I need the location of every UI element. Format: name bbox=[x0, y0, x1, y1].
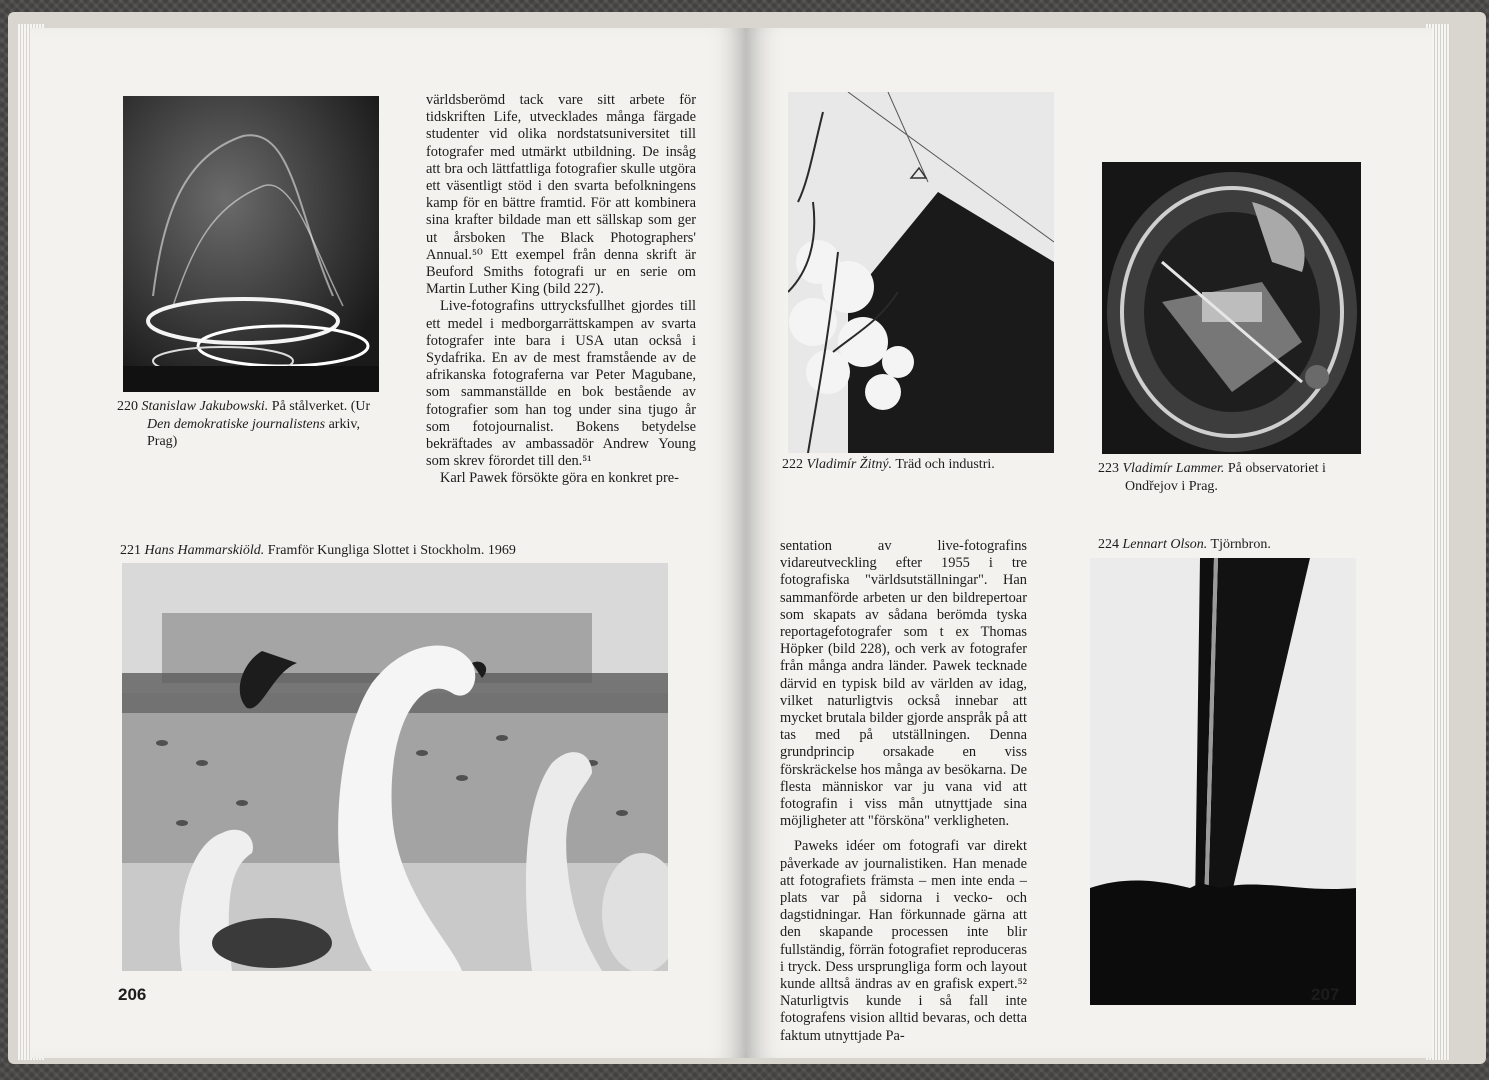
caption-222-text: Träd och industri. bbox=[895, 457, 995, 472]
left-paragraph-3: Karl Pawek försökte göra en konkret pre- bbox=[440, 470, 679, 487]
caption-224 bbox=[1098, 536, 1368, 554]
caption-220-text: På stålverket. (Ur bbox=[271, 399, 371, 414]
left-page bbox=[30, 28, 746, 1058]
photo-221-swans bbox=[122, 563, 668, 971]
caption-220 bbox=[117, 398, 377, 451]
caption-223-text-2: Ondřejov i Prag. bbox=[1125, 478, 1218, 494]
page-number-207: 207 bbox=[1311, 985, 1340, 1004]
photo-224-bridge bbox=[1090, 558, 1356, 1005]
caption-223 bbox=[1098, 460, 1388, 495]
caption-222 bbox=[782, 456, 1062, 474]
caption-221 bbox=[120, 542, 680, 560]
caption-224-number: 224 bbox=[1098, 537, 1119, 552]
left-paragraph-1: världsberömd tack vare sitt arbete för tidskriften Life, utvecklades många färgade studenter vid olika nordstatsuniversitet till fotografer med utmärkt utbildning. De insåg att bra och lättfattliga fotografier skulle utgöra ett väsentligt stöd i den svarta befolkningens kamp för en bättre framtid. För att kombinera sina krafter bildade man ett sällskap som ger ut årsboken The Black Photographers' Annual.⁵⁰ Ett exempel från denna skrift är Beuford Smiths fotografi ur en serie om Martin Luther King (bild 227). bbox=[426, 92, 696, 298]
caption-220-number: 220 bbox=[117, 399, 138, 414]
caption-220-place: Prag) bbox=[147, 434, 178, 449]
left-text-column bbox=[426, 92, 696, 488]
caption-222-number: 222 bbox=[782, 457, 803, 472]
caption-220-author: Stanislaw Jakubowski. bbox=[141, 399, 269, 414]
caption-221-author: Hans Hammarskiöld. bbox=[144, 543, 265, 558]
right-paragraph-1: sentation av live-fotografins vidareutveckling efter 1955 i tre fotografiska "världsutställningar". Han sammanförde arbeten ur den bildrepertoar som skapats av sådana berömda tyska reportagefotografer som t ex Thomas Höpker (bild 228), och verk av fotografer från många andra länder. Pawek tecknade därvid en typisk bild av världen av idag, vilket naturligtvis också innebar att mycket brutala bilder gjorde anspråk på att tas med på utställningen. Denna grundprincip orsakade en viss förskräckelse hos många av besökarna. De flesta människor var ju vana vid att fotografin i viss mån utnyttjade sina möjligheter att "försköna" verkligheten. bbox=[780, 538, 1027, 830]
page-number-206: 206 bbox=[118, 985, 147, 1004]
right-page bbox=[746, 28, 1432, 1058]
caption-222-author: Vladimír Žitný. bbox=[806, 457, 893, 472]
caption-224-author: Lennart Olson. bbox=[1122, 537, 1208, 552]
photo-220-steelworks bbox=[123, 96, 379, 392]
caption-221-text: Framför Kungliga Slottet i Stockholm. 1969 bbox=[267, 543, 516, 558]
right-paragraph-2: Paweks idéer om fotografi var direkt påverkade av journalistiken. Han menade att fotografiets främsta – men inte enda – plats var på sidorna i vecko- och dagstidningar. Han förkunnade gärna att den skapande processen inte blir fullständig, förrän fotografiet reproduceras i tryck. Dess ursprungliga form och layout kunde alltså ändras av en grafisk expert.⁵² Naturligtvis kunde i så fall inte fotografens vision alltid bevaras, och detta faktum utnyttjade Pa- bbox=[780, 838, 1027, 1044]
caption-223-number: 223 bbox=[1098, 461, 1119, 476]
caption-220-source: Den demokratiske journalistens bbox=[147, 416, 326, 432]
caption-223-author: Vladimír Lammer. bbox=[1122, 461, 1225, 476]
caption-223-text: På observatoriet i bbox=[1227, 461, 1326, 476]
caption-224-text: Tjörnbron. bbox=[1210, 537, 1271, 552]
caption-220-source-tail: arkiv, bbox=[328, 416, 360, 432]
photo-223-observatory bbox=[1102, 162, 1361, 454]
photo-222-trees-and-industry bbox=[788, 92, 1054, 453]
right-text-column bbox=[780, 538, 1027, 1045]
caption-221-number: 221 bbox=[120, 543, 141, 558]
left-paragraph-2: Live-fotografins uttrycksfullhet gjordes till ett medel i medborgarrättskampen av svarta fotografer inte bara i USA utan också i Sydafrika. En av de mest framstående av de afrikanska fotograferna var Peter Magubane, som sammanställde en bok bestående av fotografier som han tog under sina tjugo år som fotojournalist. Bokens betydelse bekräftades av ambassadör Andrew Young som skrev förordet till den.⁵¹ bbox=[426, 298, 696, 470]
